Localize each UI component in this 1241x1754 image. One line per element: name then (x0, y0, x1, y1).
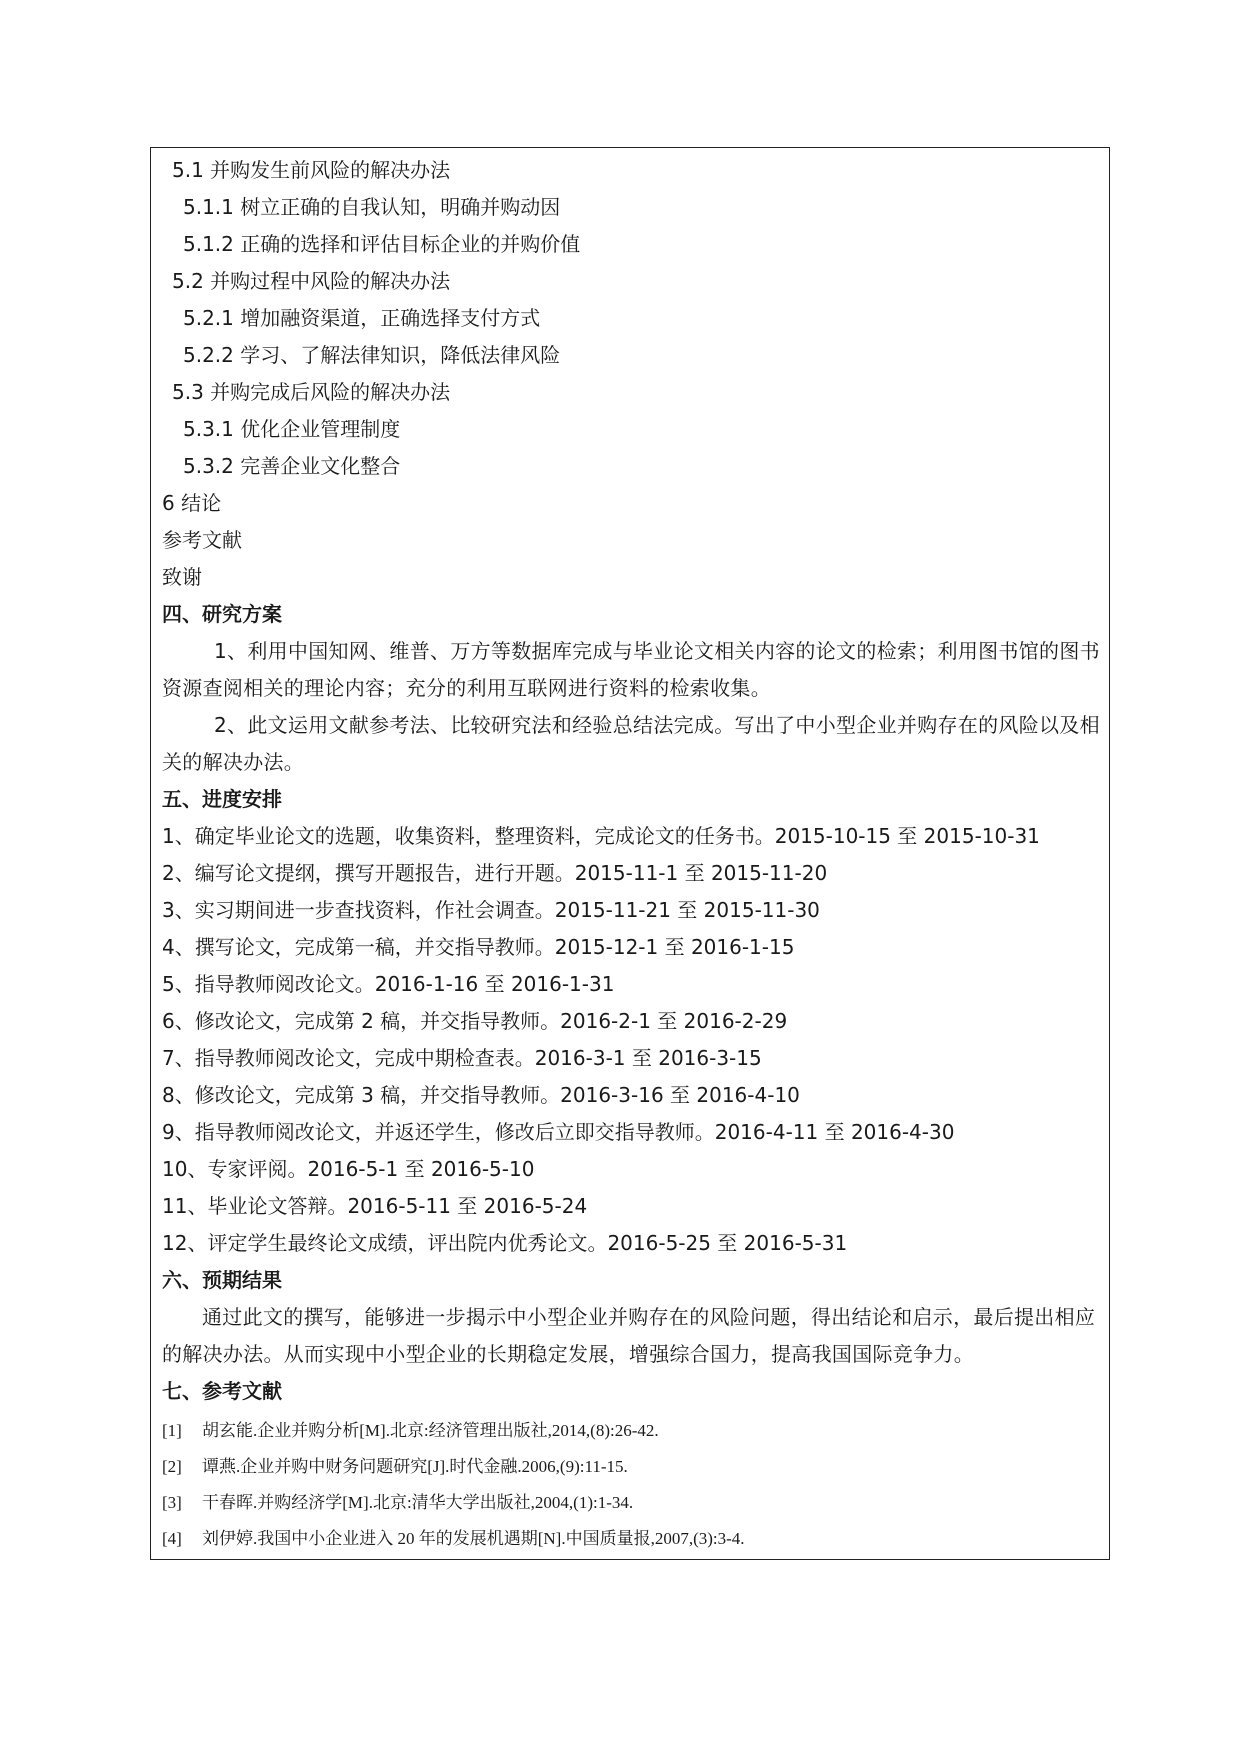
thesis-outline (162, 152, 1102, 596)
reference-text: 胡玄能.企业并购分析[M].北京:经济管理出版社,2014,(8):26-42. (202, 1421, 659, 1440)
reference-item (162, 1485, 1102, 1521)
schedule-item: 5、指导教师阅改论文。2016-1-16 至 2016-1-31 (162, 972, 615, 996)
reference-item (162, 1521, 1102, 1557)
document-content (162, 152, 1102, 1557)
schedule-item: 6、修改论文，完成第 2 稿，并交指导教师。2016-2-1 至 2016-2-29 (162, 1009, 788, 1033)
reference-item (162, 1413, 1102, 1449)
reference-item (162, 1449, 1102, 1485)
outline-item: 5.1.1 树立正确的自我认知，明确并购动因 (183, 195, 561, 219)
outline-item: 5.3 并购完成后风险的解决办法 (172, 380, 451, 404)
research-plan-paragraph-2: 2、此文运用文献参考法、比较研究法和经验总结法完成。写出了中小型企业并购存在的风险以及相关的解决办法。 (162, 713, 1100, 774)
reference-text: 谭燕.企业并购中财务问题研究[J].时代金融.2006,(9):11-15. (202, 1457, 628, 1476)
reference-number: [2] (162, 1457, 182, 1476)
reference-text: 干春晖.并购经济学[M].北京:清华大学出版社,2004,(1):1-34. (202, 1493, 634, 1512)
outline-item: 5.1.2 正确的选择和评估目标企业的并购价值 (183, 232, 581, 256)
reference-list (162, 1413, 1102, 1557)
schedule-item: 3、实习期间进一步查找资料，作社会调查。2015-11-21 至 2015-11-30 (162, 898, 820, 922)
expected-results-heading: 六、预期结果 (162, 1268, 282, 1292)
reference-number: [4] (162, 1529, 182, 1548)
outline-item: 5.2 并购过程中风险的解决办法 (172, 269, 451, 293)
outline-item: 5.3.1 优化企业管理制度 (183, 417, 401, 441)
research-plan-paragraph-1: 1、利用中国知网、维普、万方等数据库完成与毕业论文相关内容的论文的检索；利用图书馆的图书资源查阅相关的理论内容；充分的利用互联网进行资料的检索收集。 (162, 639, 1100, 700)
reference-text: 刘伊婷.我国中小企业进入 20 年的发展机遇期[N].中国质量报,2007,(3):3-4. (202, 1529, 745, 1548)
schedule-item: 8、修改论文，完成第 3 稿，并交指导教师。2016-3-16 至 2016-4-10 (162, 1083, 800, 1107)
schedule-item: 4、撰写论文，完成第一稿，并交指导教师。2015-12-1 至 2016-1-15 (162, 935, 795, 959)
references-heading: 七、参考文献 (162, 1379, 282, 1403)
schedule-item: 9、指导教师阅改论文，并返还学生，修改后立即交指导教师。2016-4-11 至 2016-4-30 (162, 1120, 955, 1144)
research-plan-heading: 四、研究方案 (162, 602, 282, 626)
schedule-item: 2、编写论文提纲，撰写开题报告，进行开题。2015-11-1 至 2015-11-20 (162, 861, 828, 885)
expected-results-paragraph: 通过此文的撰写，能够进一步揭示中小型企业并购存在的风险问题，得出结论和启示，最后提出相应的解决办法。从而实现中小型企业的长期稳定发展，增强综合国力，提高我国国际竞争力。 (162, 1305, 1096, 1366)
outline-item: 6 结论 (162, 491, 222, 515)
schedule-item: 12、评定学生最终论文成绩，评出院内优秀论文。2016-5-25 至 2016-5-31 (162, 1231, 848, 1255)
outline-item: 5.2.2 学习、了解法律知识，降低法律风险 (183, 343, 561, 367)
reference-number: [3] (162, 1493, 182, 1512)
reference-number: [1] (162, 1421, 182, 1440)
schedule-item: 10、专家评阅。2016-5-1 至 2016-5-10 (162, 1157, 535, 1181)
schedule-heading: 五、进度安排 (162, 787, 282, 811)
outline-item: 5.1 并购发生前风险的解决办法 (172, 158, 451, 182)
outline-item: 致谢 (162, 565, 202, 589)
schedule-list (162, 818, 1102, 1262)
schedule-item: 7、指导教师阅改论文，完成中期检查表。2016-3-1 至 2016-3-15 (162, 1046, 762, 1070)
schedule-item: 11、毕业论文答辩。2016-5-11 至 2016-5-24 (162, 1194, 588, 1218)
schedule-item: 1、确定毕业论文的选题，收集资料，整理资料，完成论文的任务书。2015-10-15 至 2015-10-31 (162, 824, 1040, 848)
outline-item: 5.2.1 增加融资渠道，正确选择支付方式 (183, 306, 541, 330)
outline-item: 参考文献 (162, 528, 242, 552)
outline-item: 5.3.2 完善企业文化整合 (183, 454, 401, 478)
